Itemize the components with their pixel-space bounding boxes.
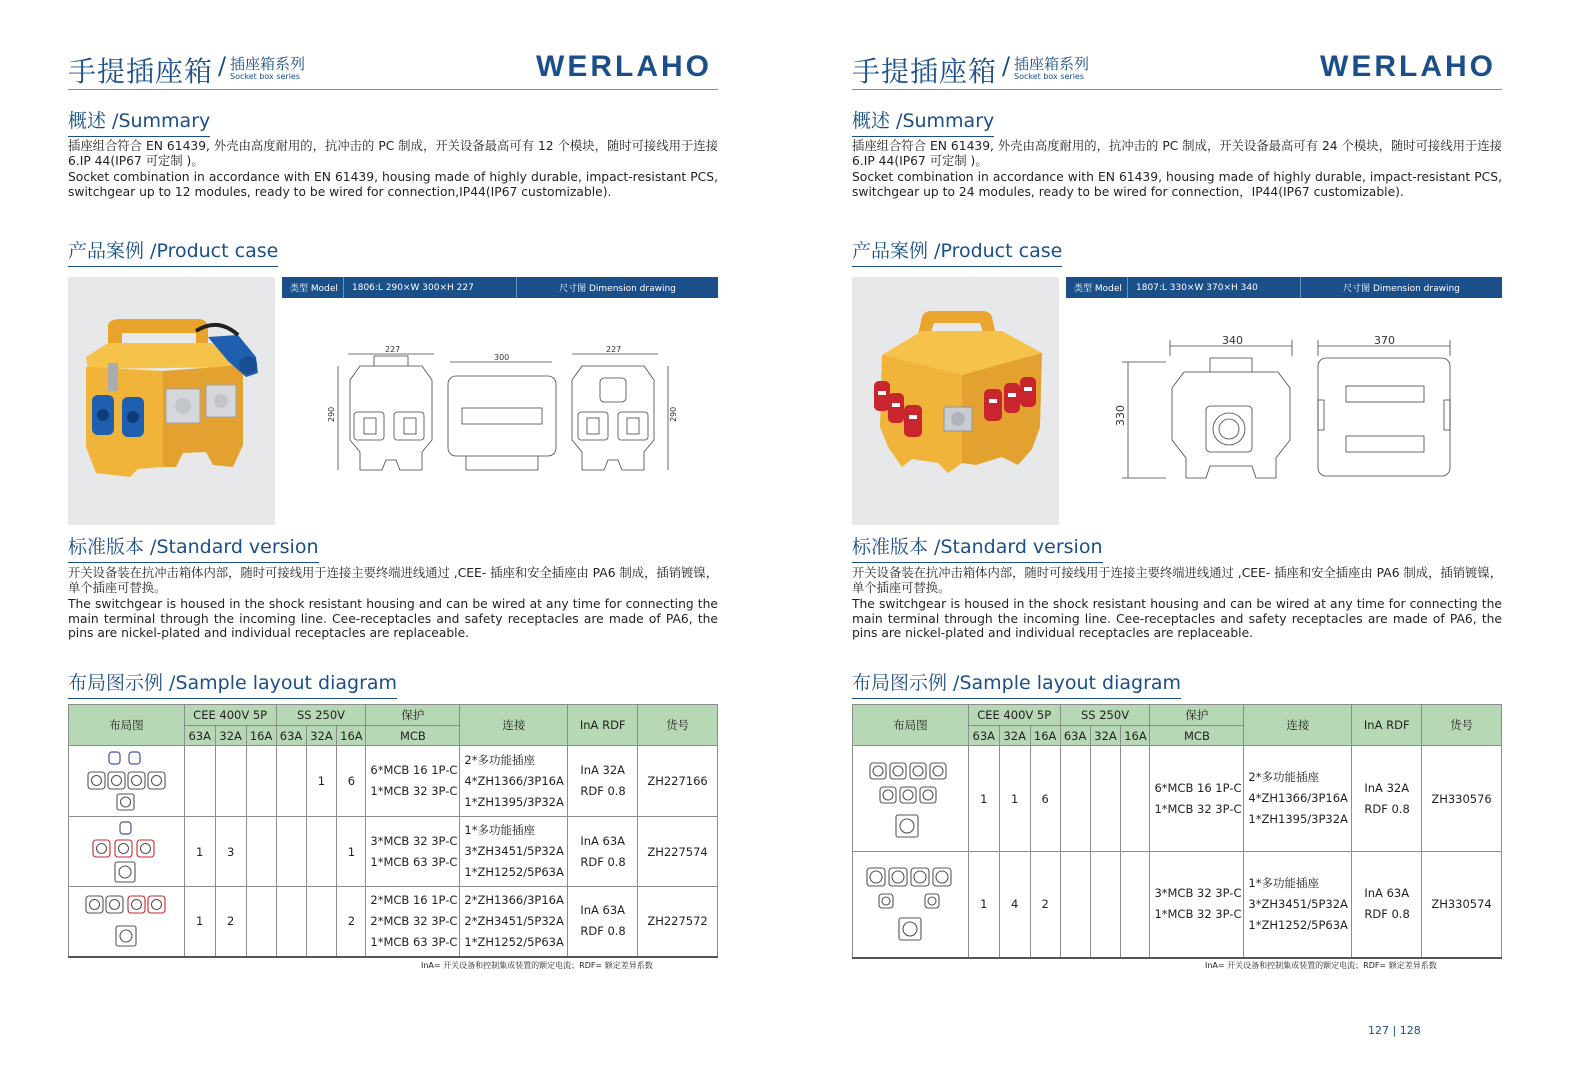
- th-part: 货号: [1422, 705, 1502, 746]
- dim-label: 227: [385, 345, 401, 354]
- cell: [1060, 852, 1090, 958]
- mcb-line: 3*MCB 32 3P-C: [1154, 886, 1242, 901]
- standard-title: 标准版本 /Standard version: [852, 532, 1103, 563]
- layout-diagram-cell: [853, 746, 969, 852]
- socket-layout-icon: [86, 750, 166, 812]
- connect-cell: [1244, 852, 1352, 958]
- ina-line: InA 32A: [1364, 780, 1410, 795]
- page-numbers: 127 | 128: [1368, 1024, 1421, 1037]
- spec-bar: [1066, 277, 1502, 298]
- th-layout: 布局图: [69, 705, 185, 746]
- mcb-cell: [366, 746, 460, 817]
- cell: [1090, 852, 1121, 958]
- connect-line: 1*多功能插座: [1248, 875, 1319, 890]
- header-title-cn: 手提插座箱: [68, 55, 214, 88]
- ina-cell: [568, 746, 638, 817]
- mcb-cell: [1150, 852, 1244, 958]
- dim-label: 290: [327, 406, 336, 422]
- connect-line: 1*ZH1395/3P32A: [464, 794, 564, 809]
- header-subtitle-en: Socket box series: [230, 72, 301, 81]
- product-case-title: 产品案例 /Product case: [852, 236, 1062, 267]
- product-photo: [852, 277, 1059, 525]
- socket-layout-icon: [865, 864, 955, 944]
- rdf-line: RDF 0.8: [580, 784, 626, 798]
- cell: 2: [337, 887, 366, 957]
- product-photo: [68, 277, 275, 525]
- th-amp: 32A: [215, 726, 246, 746]
- cell: [276, 887, 306, 957]
- cell: [1090, 746, 1121, 852]
- th-protect: 保护: [1150, 705, 1244, 726]
- header-slash: /: [1002, 52, 1011, 80]
- socket-layout-icon: [91, 820, 161, 884]
- header-subtitle-en: Socket box series: [1014, 72, 1085, 81]
- summary-cn: 插座组合符合 EN 61439, 外壳由高度耐用的，抗冲击的 PC 制成，开关设备最高可有 12 个模块，随时可接线用于连接 6.IP 44(IP67 可定制 )。: [68, 139, 718, 168]
- connect-cell: [460, 887, 568, 957]
- mcb-line: 6*MCB 16 1P-C: [1154, 780, 1242, 795]
- th-protect: 保护: [366, 705, 460, 726]
- cell: 1: [968, 746, 999, 852]
- socket-layout-icon: [84, 892, 168, 950]
- header-title-cn: 手提插座箱: [852, 55, 998, 88]
- cell: 1: [306, 746, 337, 817]
- th-amp: 63A: [1060, 726, 1090, 746]
- header-subtitle-cn: 插座箱系列: [230, 55, 306, 73]
- summary-en: Socket combination in accordance with EN 61439, housing made of highly durable, impact-resistant PCS, switchgear up to 12 modules, ready to be wired for connection,IP44(IP67 customizable).: [68, 170, 718, 199]
- table-row: [69, 817, 718, 887]
- cell: 4: [999, 852, 1030, 958]
- drawing-label: 尺寸图 Dimension drawing: [559, 284, 676, 294]
- th-part: 货号: [638, 705, 718, 746]
- th-amp: 32A: [1090, 726, 1121, 746]
- header-subtitle-cn: 插座箱系列: [1014, 55, 1090, 73]
- cell: 1: [999, 746, 1030, 852]
- model-value: 1807:L 330×W 370×H 340: [1128, 277, 1301, 298]
- footnote: InA= 开关设备和控制集成装置的额定电流；RDF= 额定差异系数: [1205, 961, 1437, 970]
- socket-layout-icon: [868, 759, 952, 839]
- dim-label: 330: [1114, 405, 1127, 426]
- dim-label: 340: [1222, 334, 1243, 347]
- mcb-line: 3*MCB 32 3P-C: [370, 833, 458, 848]
- cell: 2: [1030, 852, 1060, 958]
- connect-cell: [1244, 746, 1352, 852]
- ina-line: InA 63A: [1364, 886, 1410, 901]
- th-amp: 32A: [306, 726, 337, 746]
- th-amp: 63A: [276, 726, 306, 746]
- mcb-cell: [1150, 746, 1244, 852]
- connect-line: 1*ZH1252/5P63A: [464, 934, 564, 949]
- footnote: InA= 开关设备和控制集成装置的额定电流；RDF= 额定差异系数: [421, 961, 653, 970]
- summary-cn: 插座组合符合 EN 61439, 外壳由高度耐用的，抗冲击的 PC 制成，开关设备最高可有 24 个模块，随时可接线用于连接 6.IP 44(IP67 可定制 )。: [852, 139, 1502, 168]
- rdf-line: RDF 0.8: [1364, 907, 1410, 922]
- th-amp: 16A: [1030, 726, 1060, 746]
- brand-logo: WERLAHO: [1320, 50, 1496, 83]
- cell: [306, 887, 337, 957]
- cell: [276, 817, 306, 887]
- ina-line: InA 63A: [580, 833, 626, 848]
- standard-text: [852, 566, 1502, 641]
- summary-text: [852, 139, 1502, 199]
- mcb-line: 1*MCB 63 3P-C: [370, 854, 458, 869]
- th-ina: InA RDF: [1352, 705, 1422, 746]
- cell: [1060, 746, 1090, 852]
- connect-line: 2*多功能插座: [1248, 770, 1319, 784]
- ina-cell: [568, 887, 638, 957]
- layout-diagram-cell: [69, 746, 185, 817]
- cell: [306, 817, 337, 887]
- cell: [215, 746, 246, 817]
- connect-line: 1*ZH1252/5P63A: [1248, 917, 1348, 932]
- rdf-line: RDF 0.8: [580, 854, 626, 869]
- layout-table: [852, 704, 1502, 959]
- connect-line: 4*ZH1366/3P16A: [464, 773, 564, 788]
- cell: [246, 817, 276, 887]
- layout-diagram-cell: [853, 852, 969, 958]
- connect-line: 1*ZH1252/5P63A: [464, 865, 564, 879]
- mcb-line: 6*MCB 16 1P-C: [370, 763, 458, 777]
- th-cee: CEE 400V 5P: [184, 705, 276, 726]
- mcb-cell: [366, 817, 460, 887]
- dim-label: 290: [669, 406, 678, 422]
- cell: [1121, 852, 1150, 958]
- cell: [276, 746, 306, 817]
- mcb-cell: [366, 887, 460, 957]
- layout-title: 布局图示例 /Sample layout diagram: [68, 668, 397, 699]
- ina-cell: [1352, 852, 1422, 958]
- mcb-line: 2*MCB 32 3P-C: [370, 913, 458, 928]
- page-header: [68, 50, 718, 90]
- model-value: 1806:L 290×W 300×H 227: [344, 277, 517, 298]
- part-number: ZH330576: [1422, 746, 1502, 852]
- ina-line: InA 63A: [580, 903, 626, 918]
- connect-line: 2*ZH1366/3P16A: [464, 892, 564, 907]
- cell: [246, 887, 276, 957]
- rdf-line: RDF 0.8: [1364, 801, 1410, 816]
- standard-text: [68, 566, 718, 641]
- dim-label: 370: [1374, 334, 1395, 347]
- layout-title: 布局图示例 /Sample layout diagram: [852, 668, 1181, 699]
- summary-title: 概述 /Summary: [68, 106, 210, 137]
- rdf-line: RDF 0.8: [580, 924, 626, 939]
- cell: [1121, 746, 1150, 852]
- th-amp: 63A: [184, 726, 215, 746]
- cell: 3: [215, 817, 246, 887]
- cell: 1: [337, 817, 366, 887]
- cell: 1: [968, 852, 999, 958]
- connect-line: 1*ZH1395/3P32A: [1248, 812, 1348, 826]
- th-amp: 63A: [968, 726, 999, 746]
- ina-cell: [568, 817, 638, 887]
- table-row: [69, 746, 718, 817]
- th-ina: InA RDF: [568, 705, 638, 746]
- standard-en: The switchgear is housed in the shock resistant housing and can be wired at any time for connecting the main terminal through the incoming line. Cee-receptacles and safety receptacles are made of PA6, the pins are nickel-plated and individual receptacles are replaceable.: [68, 597, 718, 640]
- th-ss: SS 250V: [1060, 705, 1150, 726]
- page-127: [68, 0, 718, 1076]
- part-number: ZH227166: [638, 746, 718, 817]
- th-connect: 连接: [1244, 705, 1352, 746]
- th-connect: 连接: [460, 705, 568, 746]
- table-row: [69, 887, 718, 957]
- th-amp: 16A: [337, 726, 366, 746]
- cell: 6: [337, 746, 366, 817]
- standard-cn: 开关设备装在抗冲击箱体内部，随时可接线用于连接主要终端进线通过 ,CEE- 插座和安全插座由 PA6 制成，插销镀镍，单个插座可替换。: [68, 566, 718, 595]
- connect-cell: [460, 746, 568, 817]
- mcb-line: 1*MCB 32 3P-C: [370, 784, 458, 798]
- th-ss: SS 250V: [276, 705, 366, 726]
- mcb-line: 1*MCB 32 3P-C: [1154, 801, 1242, 816]
- table-row: [853, 746, 1502, 852]
- cell: 1: [184, 817, 215, 887]
- connect-line: 2*ZH3451/5P32A: [464, 913, 564, 928]
- th-amp: 32A: [999, 726, 1030, 746]
- th-cee: CEE 400V 5P: [968, 705, 1060, 726]
- dimension-drawing: [1066, 300, 1502, 520]
- th-mcb: MCB: [1150, 726, 1244, 746]
- page-header: [852, 50, 1502, 90]
- summary-text: [68, 139, 718, 199]
- connect-cell: [460, 817, 568, 887]
- part-number: ZH227572: [638, 887, 718, 957]
- spec-bar: [282, 277, 718, 298]
- connect-line: 1*多功能插座: [464, 823, 535, 837]
- dim-label: 300: [494, 353, 510, 362]
- layout-table: [68, 704, 718, 958]
- brand-logo: WERLAHO: [536, 50, 712, 83]
- th-amp: 16A: [1121, 726, 1150, 746]
- cell: 6: [1030, 746, 1060, 852]
- standard-en: The switchgear is housed in the shock resistant housing and can be wired at any time for connecting the main terminal through the incoming line. Cee-receptacles and safety receptacles are made of PA6, the pins are nickel-plated and individual receptacles are replaceable.: [852, 597, 1502, 640]
- drawing-label: 尺寸图 Dimension drawing: [1343, 284, 1460, 294]
- page-128: [852, 0, 1502, 1076]
- connect-line: 2*多功能插座: [464, 752, 535, 767]
- standard-title: 标准版本 /Standard version: [68, 532, 319, 563]
- dimension-drawing: [282, 300, 718, 520]
- model-label: 类型 Model: [282, 277, 344, 298]
- mcb-line: 2*MCB 16 1P-C: [370, 892, 458, 907]
- mcb-line: 1*MCB 32 3P-C: [1154, 907, 1242, 922]
- cell: [246, 746, 276, 817]
- mcb-line: 1*MCB 63 3P-C: [370, 934, 458, 949]
- ina-line: InA 32A: [580, 763, 626, 777]
- part-number: ZH227574: [638, 817, 718, 887]
- cell: [184, 746, 215, 817]
- layout-diagram-cell: [69, 817, 185, 887]
- th-amp: 16A: [246, 726, 276, 746]
- th-layout: 布局图: [853, 705, 969, 746]
- th-mcb: MCB: [366, 726, 460, 746]
- table-row: [853, 852, 1502, 958]
- header-slash: /: [218, 52, 227, 80]
- standard-cn: 开关设备装在抗冲击箱体内部，随时可接线用于连接主要终端进线通过 ,CEE- 插座和安全插座由 PA6 制成，插销镀镍，单个插座可替换。: [852, 566, 1502, 595]
- connect-line: 3*ZH3451/5P32A: [464, 844, 564, 858]
- product-case-title: 产品案例 /Product case: [68, 236, 278, 267]
- cell: 2: [215, 887, 246, 957]
- part-number: ZH330574: [1422, 852, 1502, 958]
- connect-line: 3*ZH3451/5P32A: [1248, 896, 1348, 911]
- model-label: 类型 Model: [1066, 277, 1128, 298]
- cell: 1: [184, 887, 215, 957]
- layout-diagram-cell: [69, 887, 185, 957]
- connect-line: 4*ZH1366/3P16A: [1248, 791, 1348, 805]
- ina-cell: [1352, 746, 1422, 852]
- summary-en: Socket combination in accordance with EN 61439, housing made of highly durable, impact-resistant PCS, switchgear up to 24 modules, ready to be wired for connection，IP44(IP67 customizable).: [852, 170, 1502, 199]
- dim-label: 227: [606, 345, 622, 354]
- summary-title: 概述 /Summary: [852, 106, 994, 137]
